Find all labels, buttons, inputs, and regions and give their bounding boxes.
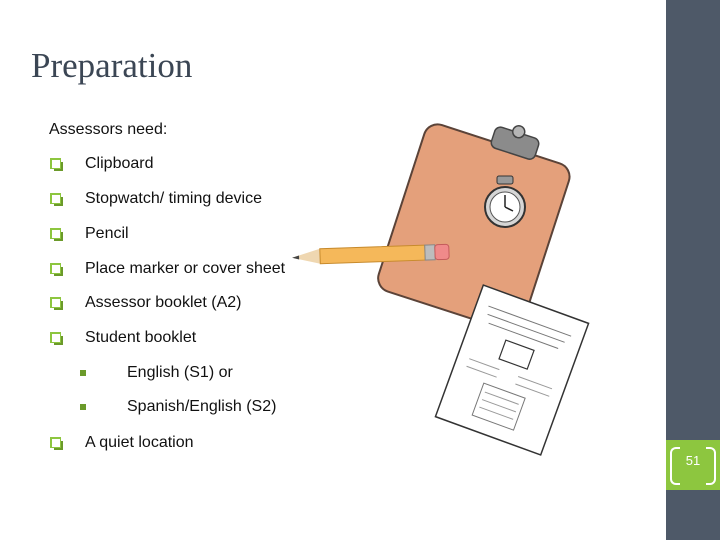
slide-title: Preparation xyxy=(31,46,193,85)
checkbox-bullet-icon xyxy=(49,331,63,345)
list-item-label: Place marker or cover sheet xyxy=(85,260,286,277)
page-number-badge xyxy=(666,440,720,490)
list-item-label: Assessor booklet (A2) xyxy=(85,294,242,311)
list-item-label: Pencil xyxy=(85,225,129,242)
checkbox-bullet-icon xyxy=(49,157,63,171)
square-bullet-icon xyxy=(80,370,86,376)
slide-subheading: Assessors need: xyxy=(49,121,168,138)
clipboard-illustration xyxy=(375,119,574,334)
checkbox-bullet-icon xyxy=(49,436,63,450)
list-item-label: Clipboard xyxy=(85,155,154,172)
checkbox-bullet-icon xyxy=(49,227,63,241)
page-number: 51 xyxy=(685,453,701,468)
sub-item-label: English (S1) or xyxy=(127,364,233,381)
square-bullet-icon xyxy=(80,404,86,410)
sub-item-label: Spanish/English (S2) xyxy=(127,398,277,415)
list-item-label: Student booklet xyxy=(85,329,197,346)
checkbox-bullet-icon xyxy=(49,192,63,206)
list-item-label: A quiet location xyxy=(85,434,194,451)
checkbox-bullet-icon xyxy=(49,296,63,310)
list-item-label: Stopwatch/ timing device xyxy=(85,190,262,207)
checkbox-bullet-icon xyxy=(49,262,63,276)
right-bracket-icon xyxy=(706,447,716,485)
